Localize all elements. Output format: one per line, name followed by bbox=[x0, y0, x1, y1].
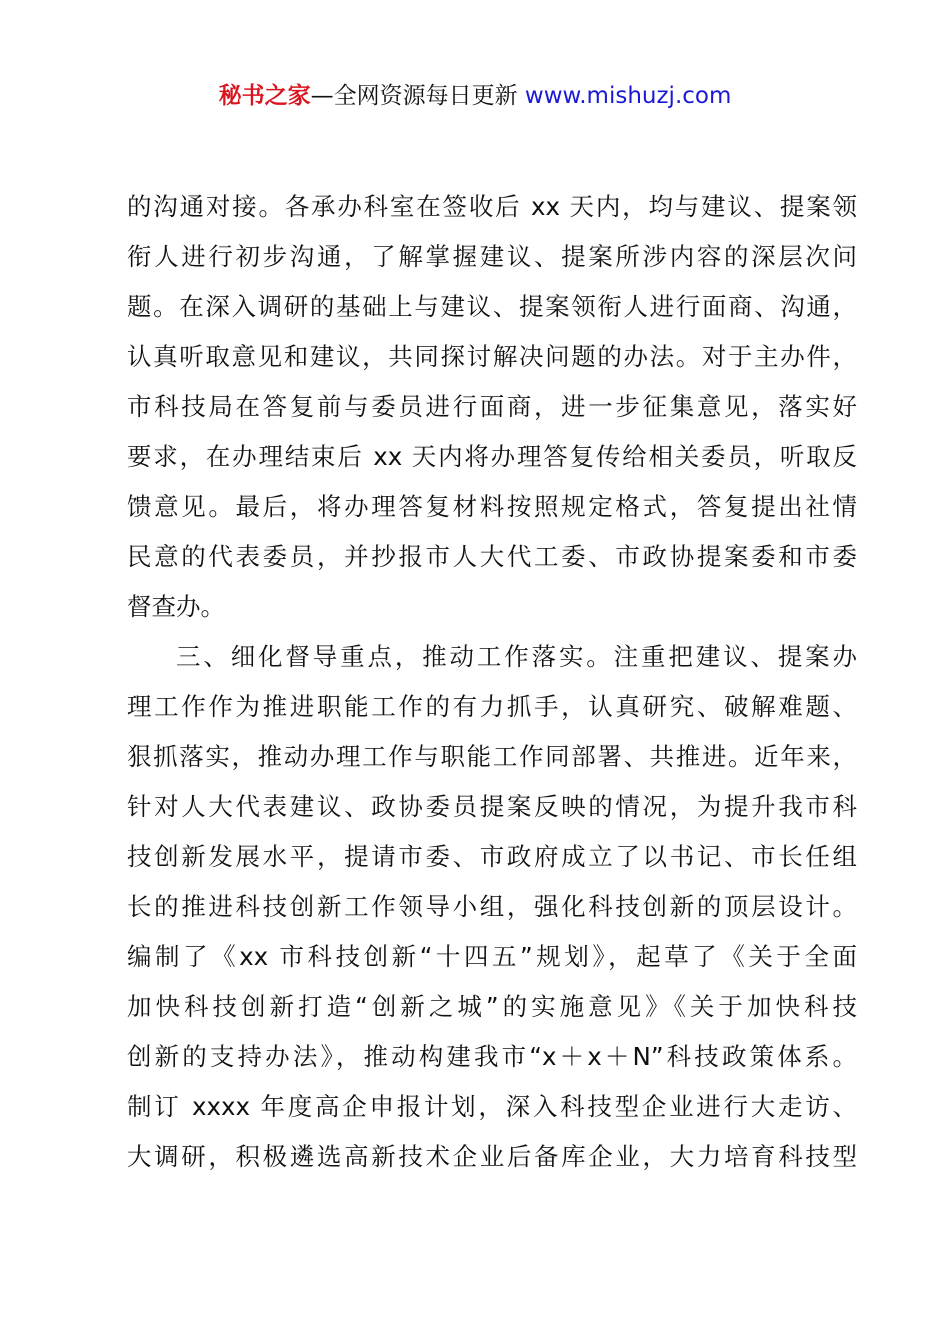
text-line: 衔人进行初步沟通，了解掌握建议、提案所涉内容的深层次问 bbox=[127, 242, 857, 271]
header-brand: 秘书之家 bbox=[218, 83, 311, 109]
text-line-paragraph-start: 三、细化督导重点，推动工作落实。注重把建议、提案办 bbox=[176, 642, 857, 671]
header-tagline: —全网资源每日更新 bbox=[310, 83, 525, 109]
text-line: 针对人大代表建议、政协委员提案反映的情况，为提升我市科 bbox=[127, 792, 857, 821]
document-body bbox=[127, 182, 857, 1182]
text-line: 技创新发展水平，提请市委、市政府成立了以书记、市长任组 bbox=[127, 842, 857, 871]
text-line: 要求，在办理结束后 xx 天内将办理答复传给相关委员，听取反 bbox=[127, 442, 857, 471]
text-line: 认真听取意见和建议，共同探讨解决问题的办法。对于主办件， bbox=[127, 342, 857, 371]
text-line: 制订 xxxx 年度高企申报计划，深入科技型企业进行大走访、 bbox=[127, 1092, 857, 1121]
text-line: 大调研，积极遴选高新技术企业后备库企业，大力培育科技型 bbox=[127, 1142, 857, 1171]
text-line: 题。在深入调研的基础上与建议、提案领衔人进行面商、沟通， bbox=[127, 292, 857, 321]
text-line: 长的推进科技创新工作领导小组，强化科技创新的顶层设计。 bbox=[127, 892, 857, 921]
header-url: www.mishuzj.com bbox=[524, 83, 732, 109]
text-line: 编制了《xx 市科技创新“十四五”规划》，起草了《关于全面 bbox=[127, 942, 857, 971]
text-line: 馈意见。最后，将办理答复材料按照规定格式，答复提出社情 bbox=[127, 492, 857, 521]
text-line: 市科技局在答复前与委员进行面商，进一步征集意见，落实好 bbox=[127, 392, 857, 421]
text-line: 民意的代表委员，并抄报市人大代工委、市政协提案委和市委 bbox=[127, 542, 857, 571]
document-header bbox=[0, 78, 950, 114]
text-line-paragraph-end: 督查办。 bbox=[127, 592, 225, 621]
text-line: 狠抓落实，推动办理工作与职能工作同部署、共推进。近年来， bbox=[127, 742, 857, 771]
text-line: 的沟通对接。各承办科室在签收后 xx 天内，均与建议、提案领 bbox=[127, 192, 857, 221]
text-line: 创新的支持办法》，推动构建我市“x＋x＋N”科技政策体系。 bbox=[127, 1042, 857, 1071]
text-line: 加快科技创新打造“创新之城”的实施意见》《关于加快科技 bbox=[127, 992, 857, 1021]
text-line: 理工作作为推进职能工作的有力抓手，认真研究、破解难题、 bbox=[127, 692, 857, 721]
